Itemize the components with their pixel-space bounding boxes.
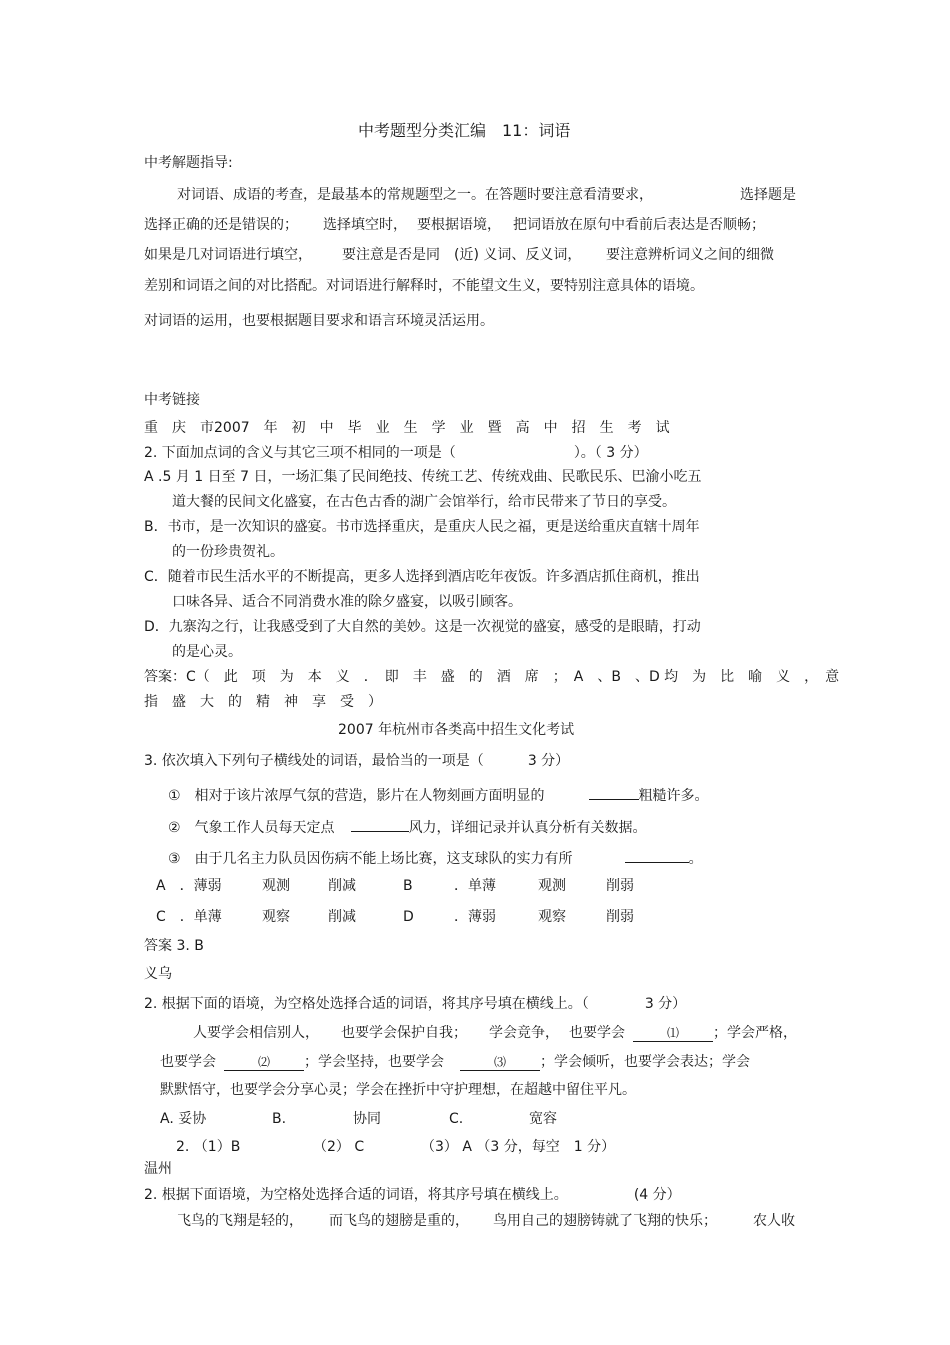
- question-stem: [144, 995, 686, 1013]
- guide-paragraph-line: 选择正确的还是错误的；: [144, 217, 298, 233]
- sentence-item: [168, 847, 703, 868]
- question-stem: [144, 444, 648, 462]
- answer-line: 2. （1）B: [176, 1139, 241, 1155]
- context-text: 也要学会保护自我；: [341, 1025, 467, 1041]
- context-text: 飞鸟的飞翔是轻的，: [177, 1213, 303, 1229]
- option-b-line: 的一份珍贵贺礼。: [172, 544, 284, 560]
- guide-paragraph-line: 要注意辨析词义之间的细微: [606, 247, 774, 263]
- context-text: ；学会坚持，也要学会: [304, 1054, 444, 1070]
- guide-paragraph-line: 差别和词语之间的对比搭配。对词语进行解释时，不能望文生义，要特别注意具体的语境。: [144, 278, 704, 294]
- answer-line: （2） C: [313, 1139, 365, 1155]
- context-text: 也要学会: [160, 1054, 216, 1070]
- sentence-text: 风力，详细记录并认真分析有关数据。: [408, 820, 647, 836]
- option-c: C ．单薄: [156, 909, 222, 925]
- question-stem-points: (4 分）: [633, 1187, 681, 1203]
- question-stem: [144, 752, 569, 770]
- sentence-text: 。: [688, 851, 703, 867]
- option-b-line: B．书市，是一次知识的盛宴。书市选择重庆，是重庆人民之福，更是送给重庆直辖十周年: [144, 519, 700, 535]
- option-c: 宽容: [529, 1111, 557, 1127]
- sentence-text: ③ 由于几名主力队员因伤病不能上场比赛，这支球队的实力有所: [168, 851, 573, 867]
- option-a: A ．薄弱: [156, 878, 222, 894]
- fill-blank[interactable]: ⑴: [633, 1026, 713, 1042]
- option-b: 协同: [353, 1111, 381, 1127]
- context-text: 也要学会: [569, 1025, 625, 1041]
- city-label: 义乌: [144, 966, 172, 982]
- option-d: 削弱: [606, 909, 634, 925]
- sentence-text: ② 气象工作人员每天定点: [168, 820, 335, 836]
- option-b: B: [403, 878, 413, 894]
- page-title: 中考题型分类汇编 11：词语: [358, 121, 571, 140]
- question-stem-text: 3. 依次填入下列句子横线处的词语，最恰当的一项是（: [144, 753, 484, 769]
- guide-paragraph-line: 选择题是: [740, 187, 796, 203]
- context-text: ；学会倾听，也要学会表达；学会: [540, 1054, 750, 1070]
- guide-paragraph-line: 把词语放在原句中看前后表达是否顺畅；: [513, 217, 765, 233]
- option-a-line: 道大餐的民间文化盛宴，在古色古香的湖广会馆举行，给市民带来了节日的享受。: [172, 494, 676, 510]
- city-label: 温州: [144, 1161, 172, 1177]
- context-text: 人要学会相信别人，: [193, 1025, 319, 1041]
- option-b: ．单薄: [454, 878, 496, 894]
- guide-paragraph-line: 选择填空时，: [323, 217, 407, 233]
- guide-paragraph-line: 要注意是否是同 (近) 义词、反义词，: [342, 247, 582, 263]
- question-stem-text: 2. 下面加点词的含义与其它三项不相同的一项是（: [144, 445, 456, 461]
- guide-heading: 中考解题指导:: [144, 155, 233, 171]
- context-text: 而飞鸟的翅膀是重的，: [329, 1213, 469, 1229]
- option-a: A. 妥协: [160, 1111, 207, 1127]
- question-stem-text: 2. 根据下面语境，为空格处选择合适的词语，将其序号填在横线上。: [144, 1187, 568, 1203]
- context-line: [177, 1212, 795, 1230]
- guide-paragraph-line: 如果是几对词语进行填空，: [144, 247, 312, 263]
- option-c: 观察: [262, 909, 290, 925]
- fill-blank[interactable]: [351, 816, 409, 832]
- guide-paragraph-line: 要根据语境，: [417, 217, 501, 233]
- section-heading: 中考链接: [144, 392, 200, 408]
- option-a: 削减: [328, 878, 356, 894]
- fill-blank[interactable]: ⑵: [224, 1055, 304, 1071]
- option-c-line: C．随着市民生活水平的不断提高，更多人选择到酒店吃年夜饭。许多酒店抓住商机，推出: [144, 569, 700, 585]
- context-text: 鸟用自己的翅膀铸就了飞翔的快乐；: [493, 1213, 717, 1229]
- option-d: 观察: [538, 909, 566, 925]
- option-d-line: D．九寨沟之行，让我感受到了大自然的美妙。这是一次视觉的盛宴，感受的是眼睛，打动: [144, 619, 701, 635]
- option-a: 观测: [262, 878, 290, 894]
- fill-blank[interactable]: ⑶: [460, 1055, 540, 1071]
- guide-paragraph-line: 对词语的运用，也要根据题目要求和语言环境灵活运用。: [144, 313, 494, 329]
- answer-line: 答案 3. B: [144, 938, 204, 954]
- option-a-line: A .5 月 1 日至 7 日，一场汇集了民间绝技、传统工艺、传统戏曲、民歌民乐、巴渝小吃五: [144, 469, 702, 485]
- sentence-text: 粗糙许多。: [638, 788, 709, 804]
- option-c: C.: [449, 1111, 464, 1127]
- context-line: 默默悟守，也要学会分享心灵；学会在挫折中守护理想，在超越中留住平凡。: [160, 1082, 636, 1098]
- guide-paragraph-line: 对词语、成语的考查，是最基本的常规题型之一。在答题时要注意看清要求，: [177, 187, 653, 203]
- context-line: [193, 1024, 797, 1042]
- fill-blank[interactable]: [625, 847, 689, 863]
- question-stem: [144, 1186, 681, 1204]
- answer-line: （3） A （3 分，每空 1 分）: [421, 1139, 616, 1155]
- option-b: B.: [272, 1111, 287, 1127]
- fill-blank[interactable]: [589, 784, 639, 800]
- option-b: 削弱: [606, 878, 634, 894]
- option-c-line: 口味各异、适合不同消费水准的除夕盛宴，以吸引顾客。: [172, 594, 522, 610]
- sentence-item: [168, 816, 647, 837]
- option-d: D: [403, 909, 414, 925]
- answer-line: 答案：C（ 此 项 为 本 义 ． 即 丰 盛 的 酒 席 ； A 、B 、D 均 为 比 喻 义 ， 意: [144, 669, 840, 685]
- option-d: ．薄弱: [454, 909, 496, 925]
- context-line: [160, 1053, 750, 1071]
- answer-line: 指 盛 大 的 精 神 享 受 ）: [144, 694, 382, 710]
- context-text: 学会竞争，: [489, 1025, 559, 1041]
- sentence-text: ① 相对于该片浓厚气氛的营造，影片在人物刻画方面明显的: [168, 788, 545, 804]
- exam-title: 2007 年杭州市各类高中招生文化考试: [338, 722, 575, 738]
- sentence-item: [168, 784, 709, 805]
- option-d-line: 的是心灵。: [172, 644, 242, 660]
- context-text: ；学会严格，: [713, 1025, 797, 1041]
- question-stem-points: 3 分）: [644, 996, 687, 1012]
- option-b: 观测: [538, 878, 566, 894]
- exam-title: 重 庆 市2007 年 初 中 毕 业 生 学 业 暨 高 中 招 生 考 试: [144, 420, 670, 436]
- question-stem-points: 3 分）: [527, 753, 570, 769]
- question-stem-points: ）。（ 3 分）: [573, 445, 648, 461]
- option-c: 削减: [328, 909, 356, 925]
- context-text: 农人收: [753, 1213, 795, 1229]
- question-stem-text: 2. 根据下面的语境，为空格处选择合适的词语，将其序号填在横线上。（: [144, 996, 589, 1012]
